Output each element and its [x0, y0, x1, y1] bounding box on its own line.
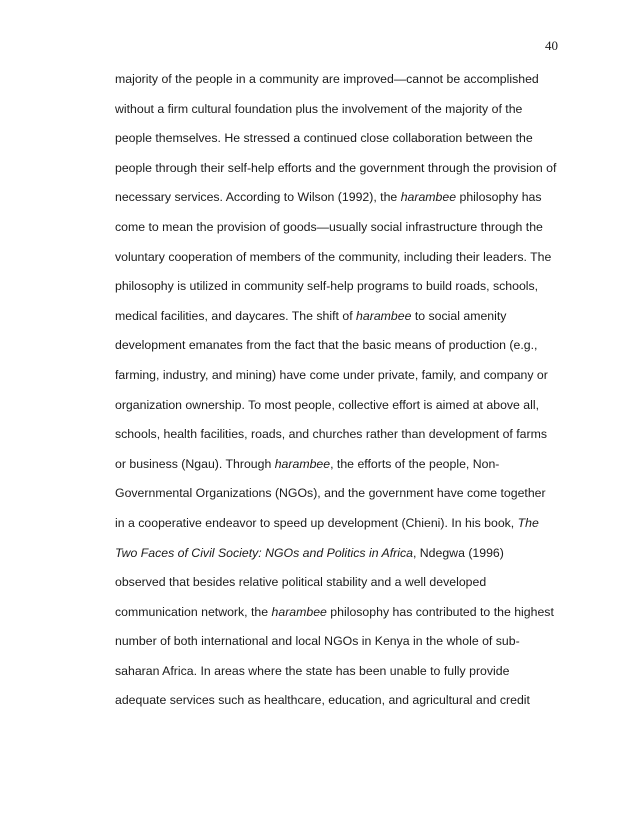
text-line	[115, 661, 585, 691]
text-segment: adequate services such as healthcare, education, and agricultural and credit	[115, 693, 530, 708]
text-segment: medical facilities, and daycares. The shift of	[115, 308, 357, 323]
text-line	[115, 276, 585, 306]
text-line	[115, 424, 585, 454]
text-segment: observed that besides relative political stability and a well developed	[115, 575, 487, 590]
text-segment: or business (Ngau). Through	[115, 456, 275, 471]
text-segment: voluntary cooperation of members of the community, including their leaders. The	[115, 249, 552, 264]
text-line	[115, 572, 585, 602]
text-segment: philosophy has contributed to the highest	[326, 604, 554, 619]
italic-text: harambee	[356, 308, 412, 323]
text-line	[115, 247, 585, 277]
italic-text: harambee	[400, 190, 457, 205]
text-segment: Governmental Organizations (NGOs), and the government have come together	[115, 486, 546, 501]
text-line	[115, 217, 585, 247]
text-line	[115, 690, 585, 720]
text-segment: number of both international and local NGOs in Kenya in the whole of sub-	[115, 634, 520, 649]
text-segment: come to mean the provision of goods—usually social infrastructure through the	[115, 219, 543, 234]
text-line	[115, 69, 585, 99]
text-line	[115, 483, 585, 513]
text-segment: saharan Africa. In areas where the state has been unable to fully provide	[115, 663, 510, 678]
text-line	[115, 365, 585, 395]
text-segment: philosophy has	[456, 190, 542, 205]
page-number: 40	[545, 38, 558, 53]
text-segment: philosophy is utilized in community self-help programs to build roads, schools,	[115, 279, 539, 294]
text-segment: to social amenity	[411, 308, 507, 323]
italic-text: harambee	[271, 604, 327, 619]
text-line	[115, 335, 585, 365]
body-paragraph	[115, 69, 585, 720]
text-line	[115, 395, 585, 425]
italic-text: The	[517, 515, 539, 530]
text-line	[115, 602, 585, 632]
text-segment: without a firm cultural foundation plus the involvement of the majority of the	[115, 101, 523, 116]
text-line	[115, 158, 585, 188]
text-segment: majority of the people in a community are improved—cannot be accomplished	[115, 72, 539, 86]
italic-text: Two Faces of Civil Society: NGOs and Politics in Africa	[115, 545, 413, 560]
text-segment: development emanates from the fact that the basic means of production (e.g.,	[115, 338, 538, 353]
text-segment: people themselves. He stressed a continued close collaboration between the	[115, 131, 533, 146]
text-segment: communication network, the	[115, 604, 272, 619]
text-line	[115, 99, 585, 129]
text-segment: , the efforts of the people, Non-	[330, 456, 500, 471]
text-line	[115, 631, 585, 661]
text-line	[115, 454, 585, 484]
text-line	[115, 543, 585, 573]
text-line	[115, 128, 585, 158]
text-line	[115, 513, 585, 543]
text-segment: people through their self-help efforts and the government through the provision of	[115, 160, 557, 175]
text-line	[115, 187, 585, 217]
text-segment: , Ndegwa (1996)	[412, 545, 504, 560]
text-segment: in a cooperative endeavor to speed up development (Chieni). In his book,	[115, 515, 518, 530]
italic-text: harambee	[274, 456, 331, 471]
text-segment: organization ownership. To most people, collective effort is aimed at above all,	[115, 397, 540, 412]
text-segment: farming, industry, and mining) have come under private, family, and company or	[115, 367, 548, 382]
text-segment: necessary services. According to Wilson (1992), the	[115, 190, 401, 205]
text-segment: schools, health facilities, roads, and churches rather than development of farms	[115, 427, 547, 442]
text-line	[115, 306, 585, 336]
